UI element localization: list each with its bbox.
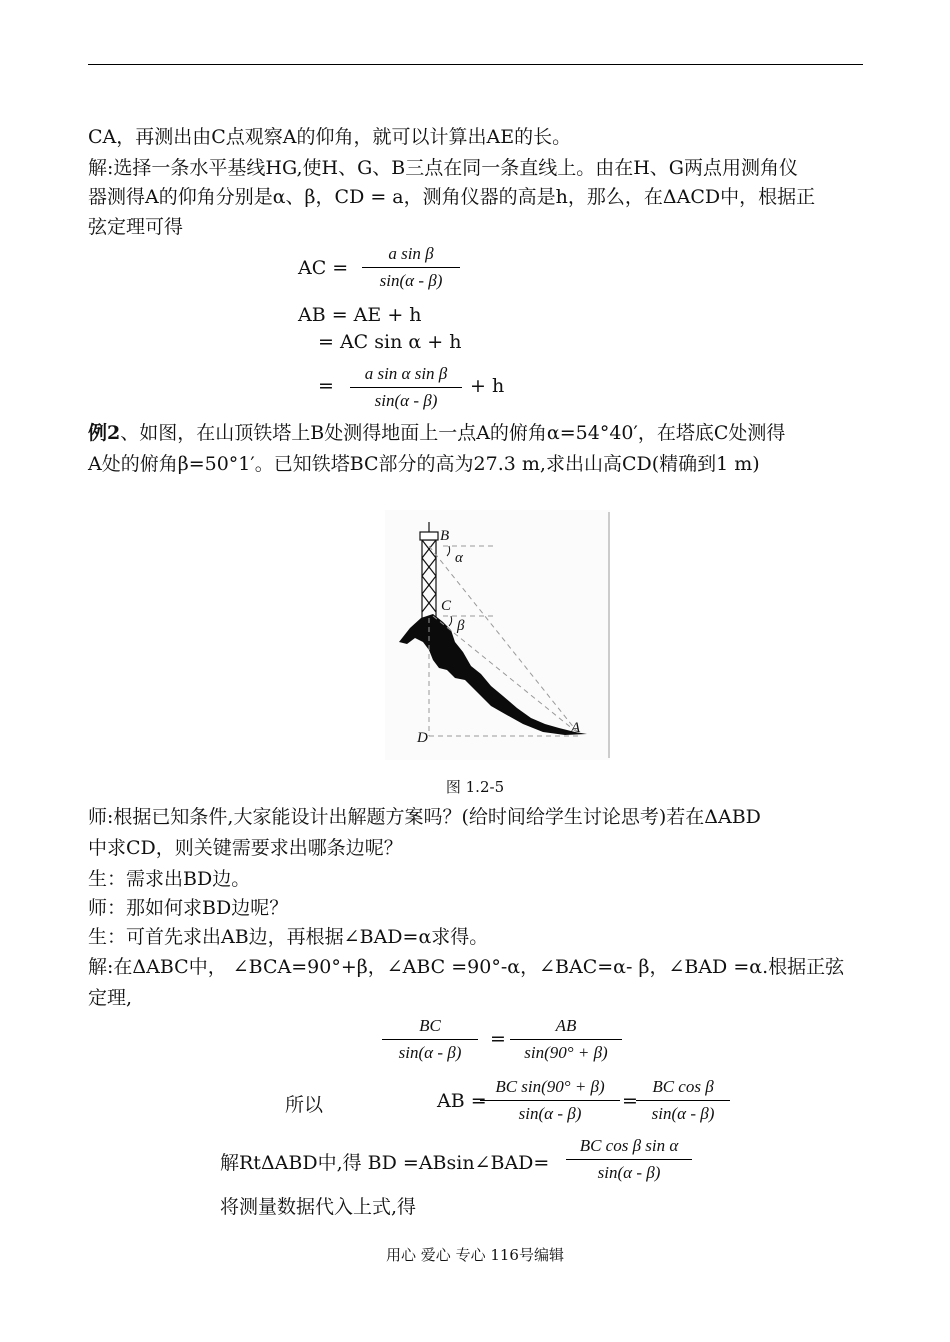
fraction-denominator: sin(90° + β) (524, 1043, 608, 1062)
equation-lhs: AB = (437, 1090, 487, 1112)
equals-sign: = (622, 1090, 638, 1112)
equation-lhs: AC = (298, 257, 349, 279)
dialog-line: 生：需求出BD边。 (88, 868, 251, 890)
fraction-denominator: sin(α - β) (379, 271, 443, 290)
text-line: 器测得A的仰角分别是α、β，CD = a，测角仪器的高是h，那么，在ΔACD中，根据正 (88, 186, 816, 208)
label-b: B (440, 528, 450, 544)
fraction (350, 364, 462, 411)
fraction-numerator: BC sin(90° + β) (495, 1077, 605, 1096)
text-suoyi: 所以 (285, 1094, 324, 1116)
dialog-line: 生：可首先求出AB边，再根据∠BAD=α求得。 (88, 926, 489, 948)
figure-caption: 图 1.2-5 (445, 778, 505, 796)
label-beta: β (457, 618, 465, 634)
fraction-numerator: a sin α sin β (364, 364, 448, 383)
text-line: 将测量数据代入上式,得 (220, 1196, 417, 1218)
dialog-line: 中求CD，则关键需要求出哪条边呢？ (88, 837, 403, 859)
dialog-line: 师：那如何求BD边呢？ (88, 897, 289, 919)
equation-tail: + h (470, 375, 505, 397)
page-footer: 用心 爱心 专心 116号编辑 (386, 1246, 564, 1264)
fraction (566, 1136, 692, 1183)
equation-line: = (318, 375, 334, 397)
fraction-denominator: sin(α - β) (374, 391, 438, 410)
equals-sign: = (490, 1028, 506, 1050)
equation-line: = AC sin α + h (318, 331, 462, 353)
fraction-numerator: BC cos β (652, 1077, 714, 1096)
fraction-denominator: sin(α - β) (398, 1043, 462, 1062)
fraction-denominator: sin(α - β) (518, 1104, 582, 1123)
text-line: 解:选择一条水平基线HG,使H、G、B三点在同一条直线上。由在H、G两点用测角仪 (88, 157, 798, 179)
example-label: 例2 (88, 422, 121, 444)
equation-line: AB = AE + h (298, 304, 422, 326)
mountain-tower-figure (385, 510, 610, 760)
fraction-numerator: BC (419, 1016, 441, 1035)
example-text: 、如图，在山顶铁塔上B处测得地面上一点A的俯角α=54°40′，在塔底C处测得 (120, 422, 786, 444)
label-a: A (571, 720, 581, 736)
example-line: A处的俯角β=50°1′。已知铁塔BC部分的高为27.3 m,求出山高CD(精确到1 m) (88, 453, 760, 475)
text-line: CA，再测出由C点观察A的仰角，就可以计算出AE的长。 (88, 126, 572, 148)
fraction (382, 1016, 478, 1063)
fraction-numerator: AB (555, 1016, 577, 1035)
fraction (362, 244, 460, 291)
label-alpha: α (455, 550, 463, 566)
fraction (480, 1077, 620, 1124)
text-line: 弦定理可得 (88, 216, 184, 238)
header-rule (88, 64, 863, 65)
fraction-denominator: sin(α - β) (597, 1163, 661, 1182)
dialog-line: 解:在ΔABC中， ∠BCA=90°+β，∠ABC =90°-α，∠BAC=α- β，∠BAD =α.根据正弦 (88, 956, 845, 978)
dialog-line: 定理, (88, 987, 133, 1009)
fraction (636, 1077, 730, 1124)
label-d: D (417, 730, 428, 746)
fraction (510, 1016, 622, 1063)
dialog-line: 师:根据已知条件,大家能设计出解题方案吗？(给时间给学生讨论思考)若在ΔABD (88, 806, 761, 828)
label-c: C (441, 598, 452, 614)
example-line (88, 418, 785, 449)
fraction-numerator: a sin β (388, 244, 434, 263)
fraction-denominator: sin(α - β) (651, 1104, 715, 1123)
equation-line: 解RtΔABD中,得 BD =ABsin∠BAD= (220, 1152, 550, 1174)
fraction-numerator: BC cos β sin α (579, 1136, 679, 1155)
